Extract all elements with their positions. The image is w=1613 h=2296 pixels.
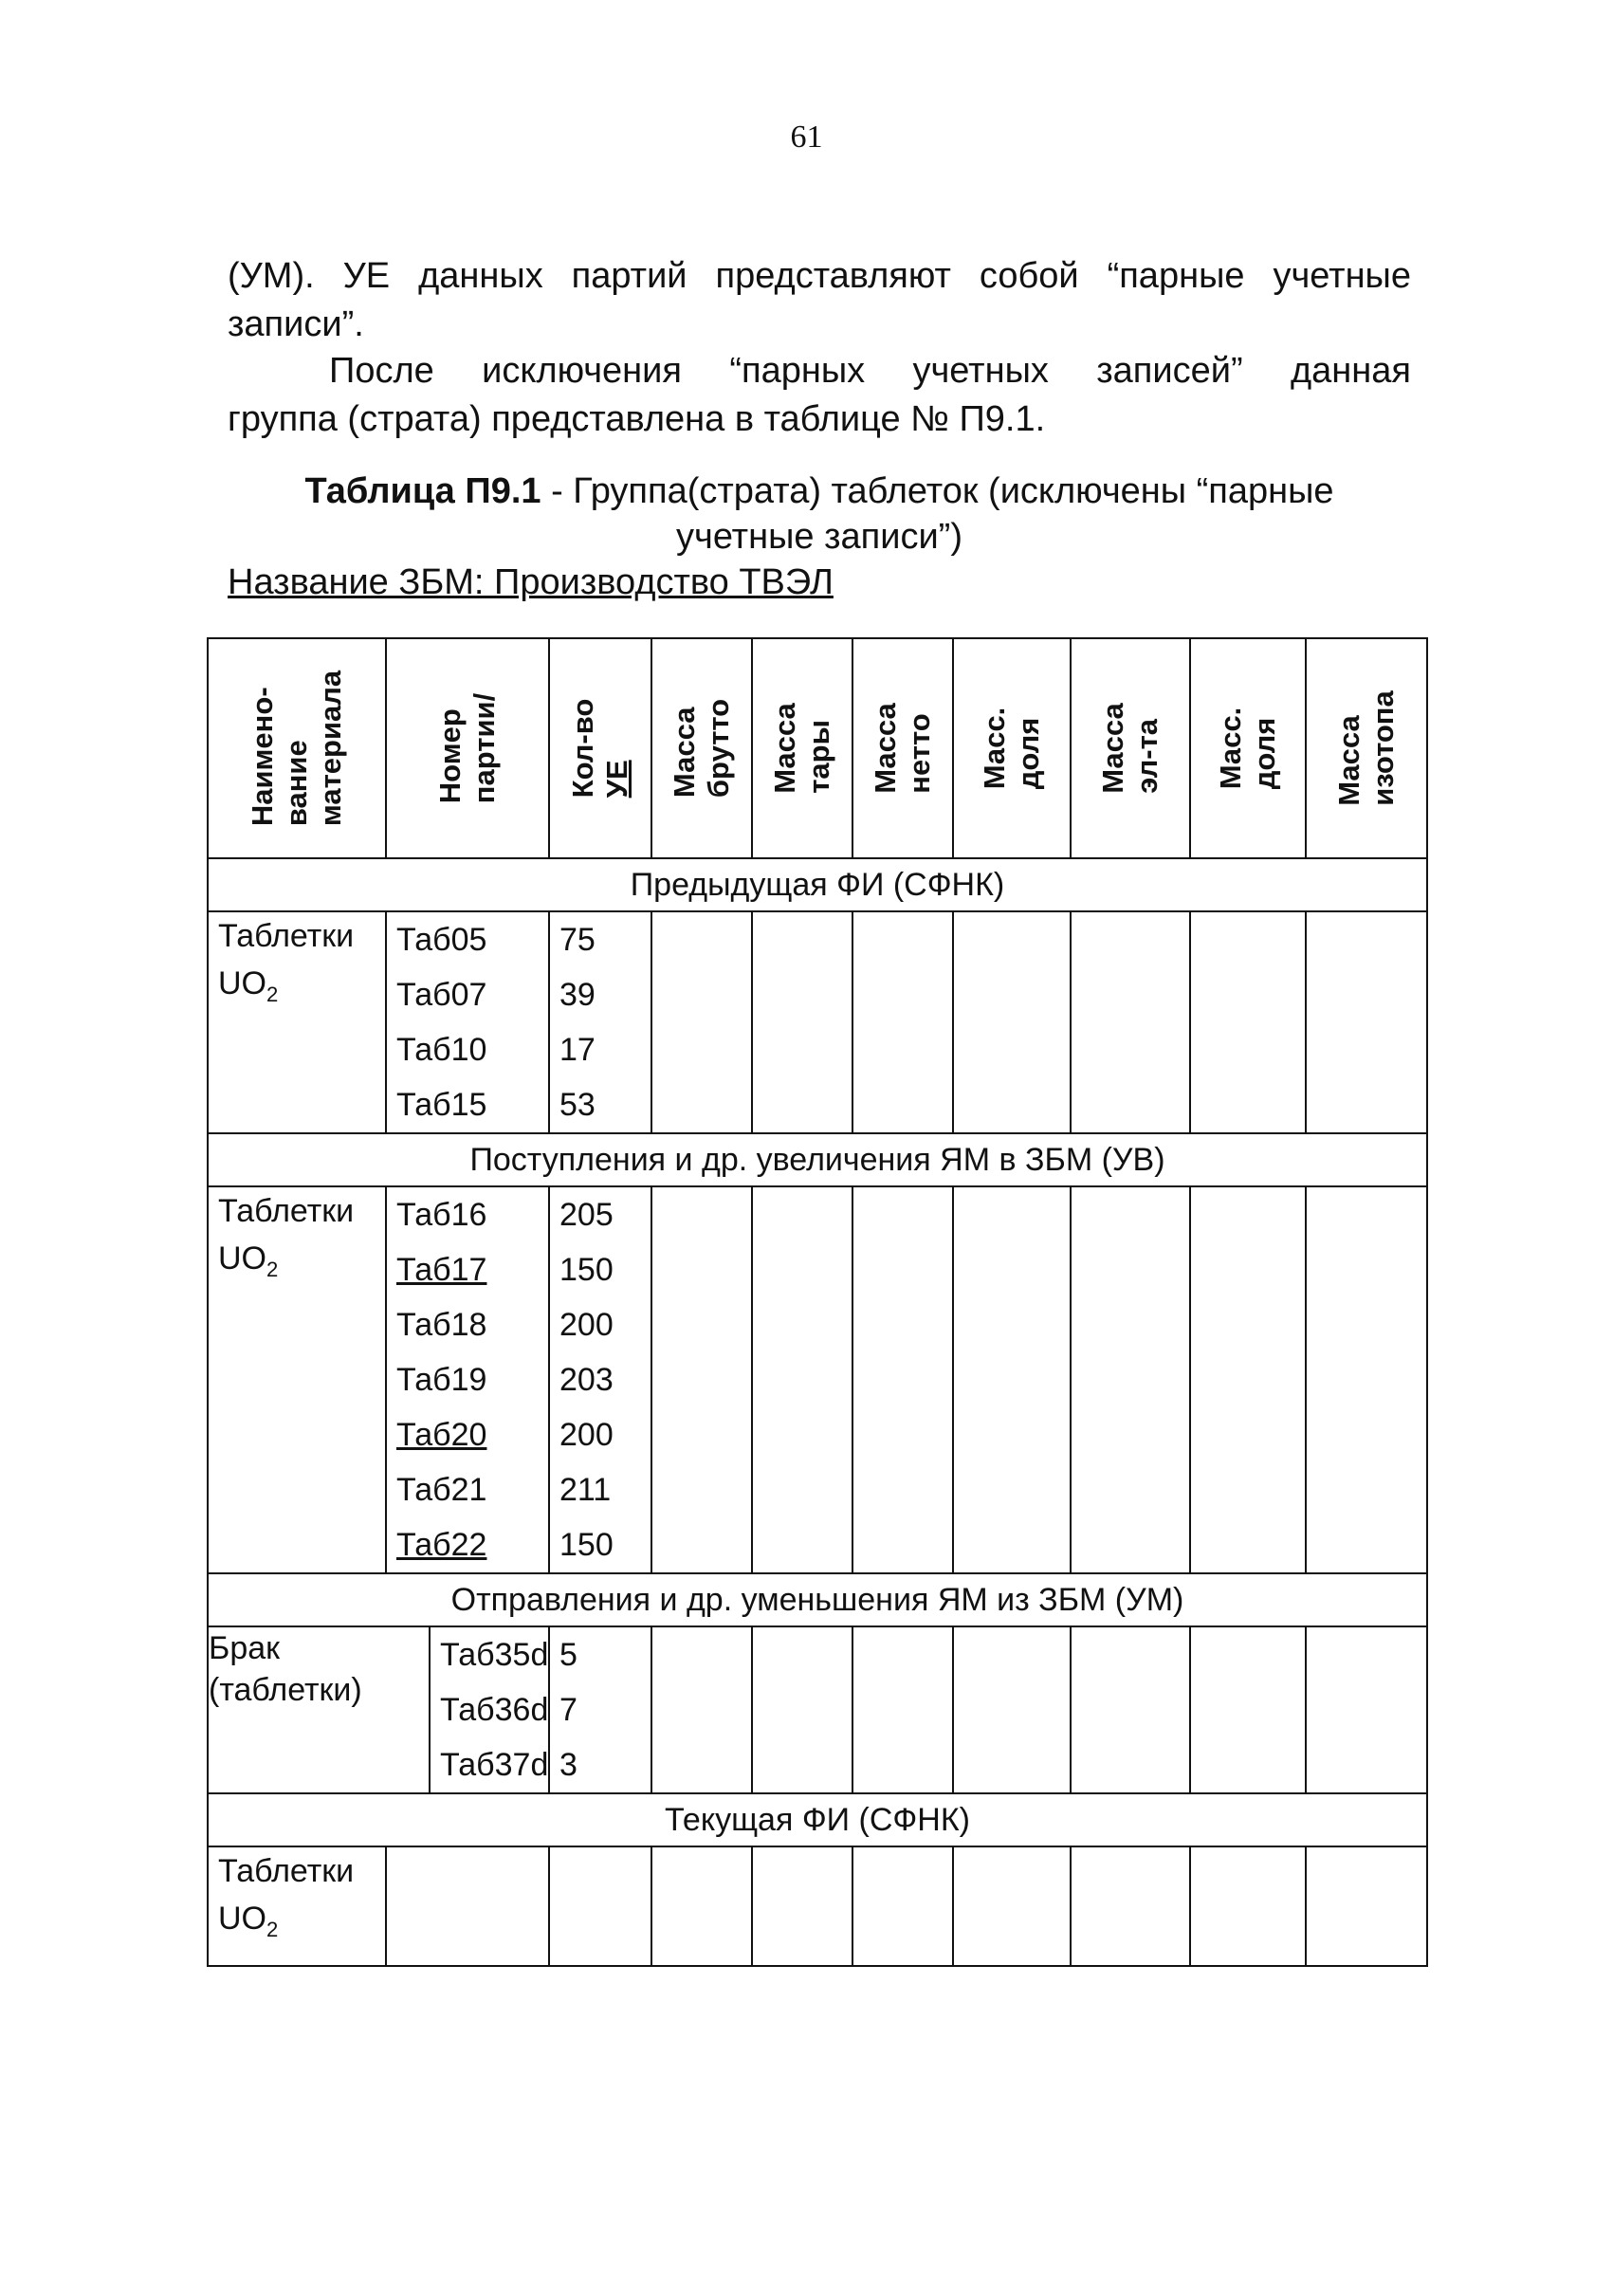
table-caption (228, 468, 1411, 560)
count-value: 211 (559, 1472, 612, 1508)
batch-id: Таб18 (396, 1307, 487, 1343)
empty-cell (1071, 1626, 1190, 1793)
paragraph-1-line-1: (УМ). УЕ данных партий представляют собой “парные учетные (228, 256, 1411, 296)
table-caption-text-1: - Группа(страта) таблеток (исключены “парные (541, 471, 1334, 511)
empty-cell (852, 1846, 953, 1966)
empty-cell (1306, 1626, 1427, 1793)
empty-cell (549, 1846, 651, 1966)
batch-id: Таб15 (396, 1087, 487, 1123)
section-title-shipments: Отправления и др. уменьшения ЯМ из ЗБМ (УМ) (208, 1573, 1427, 1626)
batch-id: Таб36d (440, 1692, 549, 1728)
material-cell-reject (208, 1626, 430, 1793)
page-number: 61 (790, 119, 823, 155)
batch-id: Таб05 (396, 922, 487, 958)
section-row-previous (208, 858, 1427, 911)
empty-cell (651, 1626, 752, 1793)
header-mass-fraction: Масс. доля (953, 638, 1071, 858)
empty-cell (1306, 911, 1427, 1133)
material-name: Брак (209, 1630, 281, 1666)
empty-cell (953, 911, 1071, 1133)
paragraph-2-line-2: группа (страта) представлена в таблице № П9.1. (228, 399, 1046, 439)
count-value: 7 (559, 1692, 577, 1728)
count-cell (549, 911, 651, 1133)
material-cell (208, 911, 386, 1133)
batch-id: Таб21 (396, 1472, 487, 1508)
count-value: 150 (559, 1527, 614, 1563)
paragraph-1 (228, 252, 1411, 349)
material-cell (208, 1846, 386, 1966)
material-name-detail: (таблетки) (209, 1672, 362, 1708)
count-value: 5 (559, 1637, 577, 1673)
empty-cell (1071, 1186, 1190, 1573)
count-value: 203 (559, 1362, 614, 1398)
batch-id: Таб22 (396, 1527, 487, 1563)
material-formula: $UO_2$ (218, 1901, 279, 1941)
header-mass-fraction-2: Масс. доля (1190, 638, 1306, 858)
header-row (208, 638, 1427, 858)
empty-cell (651, 1186, 752, 1573)
current-group (208, 1846, 1427, 1966)
empty-cell (1190, 1186, 1306, 1573)
empty-cell (752, 1846, 852, 1966)
section-row-shipments (208, 1573, 1427, 1626)
count-value: 200 (559, 1417, 614, 1453)
accounting-table (207, 637, 1428, 1967)
empty-cell (852, 1626, 953, 1793)
section-row-current (208, 1793, 1427, 1846)
material-formula: $UO_2$ (218, 1240, 279, 1281)
table-caption-number: Таблица П9.1 (304, 471, 541, 511)
receipts-group (208, 1186, 1427, 1573)
paragraph-1-line-2: записи”. (228, 304, 364, 344)
zbm-name: Название ЗБМ: Производство ТВЭЛ (228, 562, 834, 602)
empty-cell (1071, 911, 1190, 1133)
empty-cell (1306, 1846, 1427, 1966)
empty-cell (852, 1186, 953, 1573)
empty-cell (953, 1626, 1071, 1793)
empty-cell (1306, 1186, 1427, 1573)
empty-cell (1071, 1846, 1190, 1966)
empty-cell (752, 1186, 852, 1573)
header-material: Наимено- вание материала (208, 638, 386, 858)
batch-id: Таб17 (396, 1252, 487, 1288)
batch-id: Таб37d (440, 1747, 549, 1783)
count-value: 205 (559, 1197, 614, 1233)
previous-group (208, 911, 1427, 1133)
batch-cell (386, 911, 549, 1133)
material-name: Таблетки (218, 1193, 355, 1229)
count-value: 75 (559, 922, 596, 958)
empty-cell (1190, 1626, 1306, 1793)
count-value: 150 (559, 1252, 614, 1288)
empty-cell (953, 1186, 1071, 1573)
paragraph-2 (228, 347, 1411, 444)
batch-cell (430, 1626, 549, 1793)
count-value: 200 (559, 1307, 614, 1343)
material-name: Таблетки (218, 918, 355, 954)
batch-id: Таб07 (396, 977, 487, 1013)
empty-cell (651, 911, 752, 1133)
shipments-group (208, 1626, 1427, 1793)
count-value: 3 (559, 1747, 577, 1783)
paragraph-2-line-1: После исключения “парных учетных записей” данная (329, 351, 1411, 391)
section-title-previous: Предыдущая ФИ (СФНК) (208, 858, 1427, 911)
count-cell (549, 1186, 651, 1573)
section-title-receipts: Поступления и др. увеличения ЯМ в ЗБМ (УВ) (208, 1133, 1427, 1186)
empty-cell (1190, 911, 1306, 1133)
batch-id: Таб35d (440, 1637, 549, 1673)
empty-cell (1190, 1846, 1306, 1966)
material-formula: $UO_2$ (218, 965, 279, 1006)
count-cell (549, 1626, 651, 1793)
empty-cell (953, 1846, 1071, 1966)
header-element-mass: Масса эл-та (1071, 638, 1190, 858)
section-row-receipts (208, 1133, 1427, 1186)
header-batch: Номер партии/ (386, 638, 549, 858)
table-caption-text-2: учетные записи”) (676, 517, 962, 557)
header-tare-mass: Масса тары (752, 638, 852, 858)
count-value: 17 (559, 1032, 596, 1068)
batch-id: Таб10 (396, 1032, 487, 1068)
header-isotope-mass: Масса изотопа (1306, 638, 1427, 858)
batch-cell (386, 1186, 549, 1573)
empty-cell (852, 911, 953, 1133)
header-count: Кол-во УЕ (549, 638, 651, 858)
section-title-current: Текущая ФИ (СФНК) (208, 1793, 1427, 1846)
header-gross-mass: Масса брутто (651, 638, 752, 858)
header-net-mass: Масса нетто (852, 638, 953, 858)
batch-id: Таб16 (396, 1197, 487, 1233)
count-value: 39 (559, 977, 596, 1013)
empty-cell (752, 911, 852, 1133)
count-value: 53 (559, 1087, 596, 1123)
batch-id: Таб19 (396, 1362, 487, 1398)
empty-cell (752, 1626, 852, 1793)
material-name: Таблетки (218, 1853, 355, 1889)
material-cell (208, 1186, 386, 1573)
empty-cell (651, 1846, 752, 1966)
empty-cell (386, 1846, 549, 1966)
batch-id: Таб20 (396, 1417, 487, 1453)
